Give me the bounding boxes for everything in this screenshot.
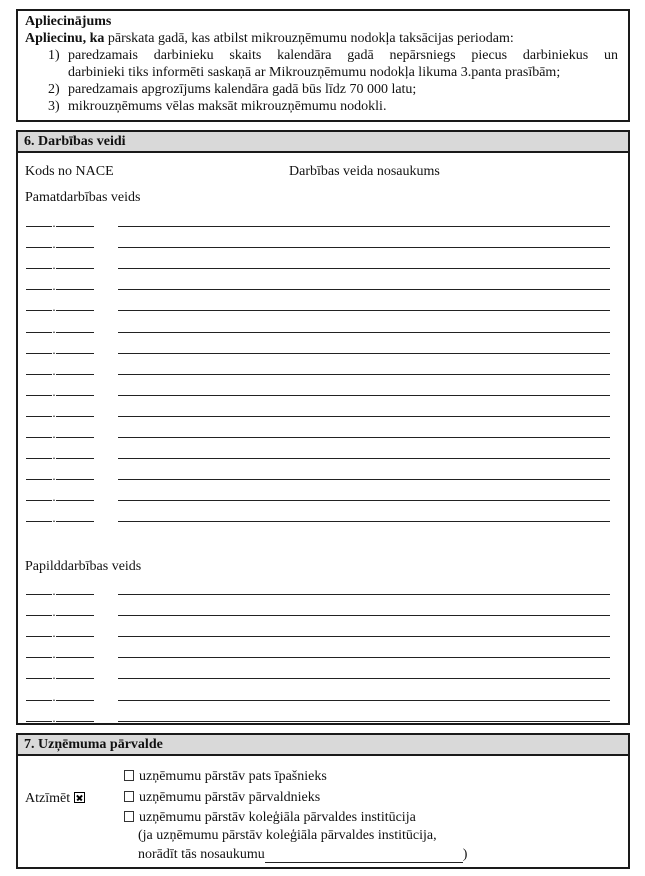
nace-code-field[interactable] [26,603,94,620]
option-label: uzņēmumu pārstāv pārvaldnieks [139,790,321,805]
nace-code-field[interactable] [26,320,94,336]
code-separator: . [52,510,56,526]
code-separator: . [52,257,56,273]
code-separator: . [52,341,56,357]
code-separator: . [52,426,56,441]
activity-row [18,271,628,292]
nace-code-field[interactable] [26,277,94,294]
activity-row [18,461,628,482]
item-number: 3) [48,99,60,114]
nace-code-field[interactable] [26,256,94,273]
activity-name-field[interactable] [118,416,610,417]
activity-name-field[interactable] [118,289,610,290]
activity-row [18,639,628,660]
nace-code-field[interactable] [26,341,94,357]
code-separator: . [52,383,56,399]
nace-code-field[interactable] [26,446,94,463]
section-header: 6. Darbības veidi [18,132,628,153]
nace-code-field[interactable] [26,509,94,526]
declaration-lead-text: pārskata gadā, kas atbilst mikrouzņēmumu nodokļa taksācijas periodam: [104,31,514,46]
activity-name-field[interactable] [118,500,610,501]
activity-name-field[interactable] [118,458,610,459]
code-separator: . [52,688,56,704]
nace-code-field[interactable] [26,467,94,484]
activity-row [18,398,628,419]
nace-code-field[interactable] [26,488,94,505]
code-separator: . [52,583,56,598]
activity-name-field[interactable] [118,700,610,701]
col-code-label: Kods no NACE [25,164,114,179]
code-separator: . [52,489,56,505]
activity-name-field[interactable] [118,395,610,396]
checkbox-icon[interactable] [124,791,134,802]
board-note-suffix: ) [462,847,468,862]
code-separator: . [52,625,56,641]
management-section [16,733,630,869]
nace-code-field[interactable] [26,582,94,598]
code-separator: . [52,320,56,336]
board-note-line1: (ja uzņēmumu pārstāv koleģiāla pārvaldes institūcija, [138,828,437,843]
activity-name-field[interactable] [118,332,610,333]
activity-name-field[interactable] [118,594,610,595]
activity-row [18,440,628,461]
nace-code-field[interactable] [26,383,94,399]
activity-name-field[interactable] [118,479,610,480]
activity-row [18,597,628,618]
nace-code-field[interactable] [26,688,94,704]
mark-instruction [25,790,85,807]
code-separator: . [52,709,56,725]
activity-name-field[interactable] [118,657,610,658]
item-text-line: paredzamais darbinieku skaits kalendāra gadā nepārsniegs piecus darbiniekus un [68,48,618,63]
nace-code-field[interactable] [26,298,94,315]
activity-row [18,314,628,335]
declaration-lead [25,30,618,47]
code-separator: . [52,604,56,620]
checkbox-icon[interactable] [124,811,134,822]
code-separator: . [52,278,56,294]
activity-row [18,250,628,271]
nace-code-field[interactable] [26,404,94,420]
nace-code-field[interactable] [26,362,94,378]
activity-row [18,703,628,724]
item-text-line: mikrouzņēmums vēlas maksāt mikrouzņēmumu nodokli. [68,99,387,114]
code-separator: . [52,362,56,378]
code-separator: . [52,236,56,252]
item-text-line: paredzamais apgrozījums kalendāra gadā būs līdz 70 000 latu; [68,82,417,97]
mark-label: Atzīmēt [25,791,71,806]
nace-code-field[interactable] [26,645,94,662]
declaration-lead-bold: Apliecinu, ka [25,31,105,46]
col-name-label: Darbības veida nosaukums [289,164,440,179]
code-separator: . [52,468,56,484]
activity-name-field[interactable] [118,374,610,375]
board-name-field[interactable] [265,850,463,863]
code-separator: . [52,667,56,683]
activity-row [18,482,628,503]
activity-name-field[interactable] [118,721,610,722]
activity-row [18,377,628,398]
extra-activity-label: Papilddarbības veids [25,559,142,574]
activity-row [18,576,628,597]
activity-row [18,292,628,313]
code-separator: . [52,404,56,420]
activity-name-field[interactable] [118,226,610,227]
activity-name-field[interactable] [118,615,610,616]
activity-row [18,660,628,681]
option-label: uzņēmumu pārstāv koleģiāla pārvaldes institūcija [139,810,416,825]
code-separator: . [52,215,56,230]
option-label: uzņēmumu pārstāv pats īpašnieks [139,769,327,784]
activity-row [18,208,628,229]
code-separator: . [52,646,56,662]
activity-name-field[interactable] [118,247,610,248]
activity-name-field[interactable] [118,678,610,679]
declaration-title: Apliecinājums [25,14,112,29]
activity-row [18,335,628,356]
declaration-box [16,9,630,122]
nace-code-field[interactable] [26,235,94,252]
board-note-line2 [138,846,467,863]
activity-row [18,503,628,524]
activity-name-field[interactable] [118,353,610,354]
activity-name-field[interactable] [118,521,610,522]
activity-row [18,682,628,703]
activity-row [18,419,628,440]
item-number: 1) [48,48,60,63]
activity-row [18,356,628,377]
activity-name-field[interactable] [118,437,610,438]
activity-name-field[interactable] [118,268,610,269]
checkbox-icon[interactable] [124,770,134,781]
item-text-line: darbinieki tiks informēti saskaņā ar Mikrouzņēmumu nodokļa likuma 3.panta prasībām; [68,65,561,80]
activities-section [16,130,630,725]
code-separator: . [52,447,56,463]
activity-name-field[interactable] [118,636,610,637]
nace-code-field[interactable] [26,214,94,230]
code-separator: . [52,299,56,315]
nace-code-field[interactable] [26,425,94,441]
activity-row [18,618,628,639]
section-header: 7. Uzņēmuma pārvalde [18,735,628,756]
nace-code-field[interactable] [26,666,94,683]
nace-code-field[interactable] [26,709,94,725]
checked-box-icon [74,792,85,803]
item-number: 2) [48,82,60,97]
option-board[interactable] [124,809,416,826]
activity-row [18,229,628,250]
nace-code-field[interactable] [26,624,94,641]
main-activity-label: Pamatdarbības veids [25,190,141,205]
option-owner[interactable] [124,768,327,785]
board-note-prefix: norādīt tās nosaukumu [138,847,265,862]
option-manager[interactable] [124,789,320,806]
activity-name-field[interactable] [118,310,610,311]
